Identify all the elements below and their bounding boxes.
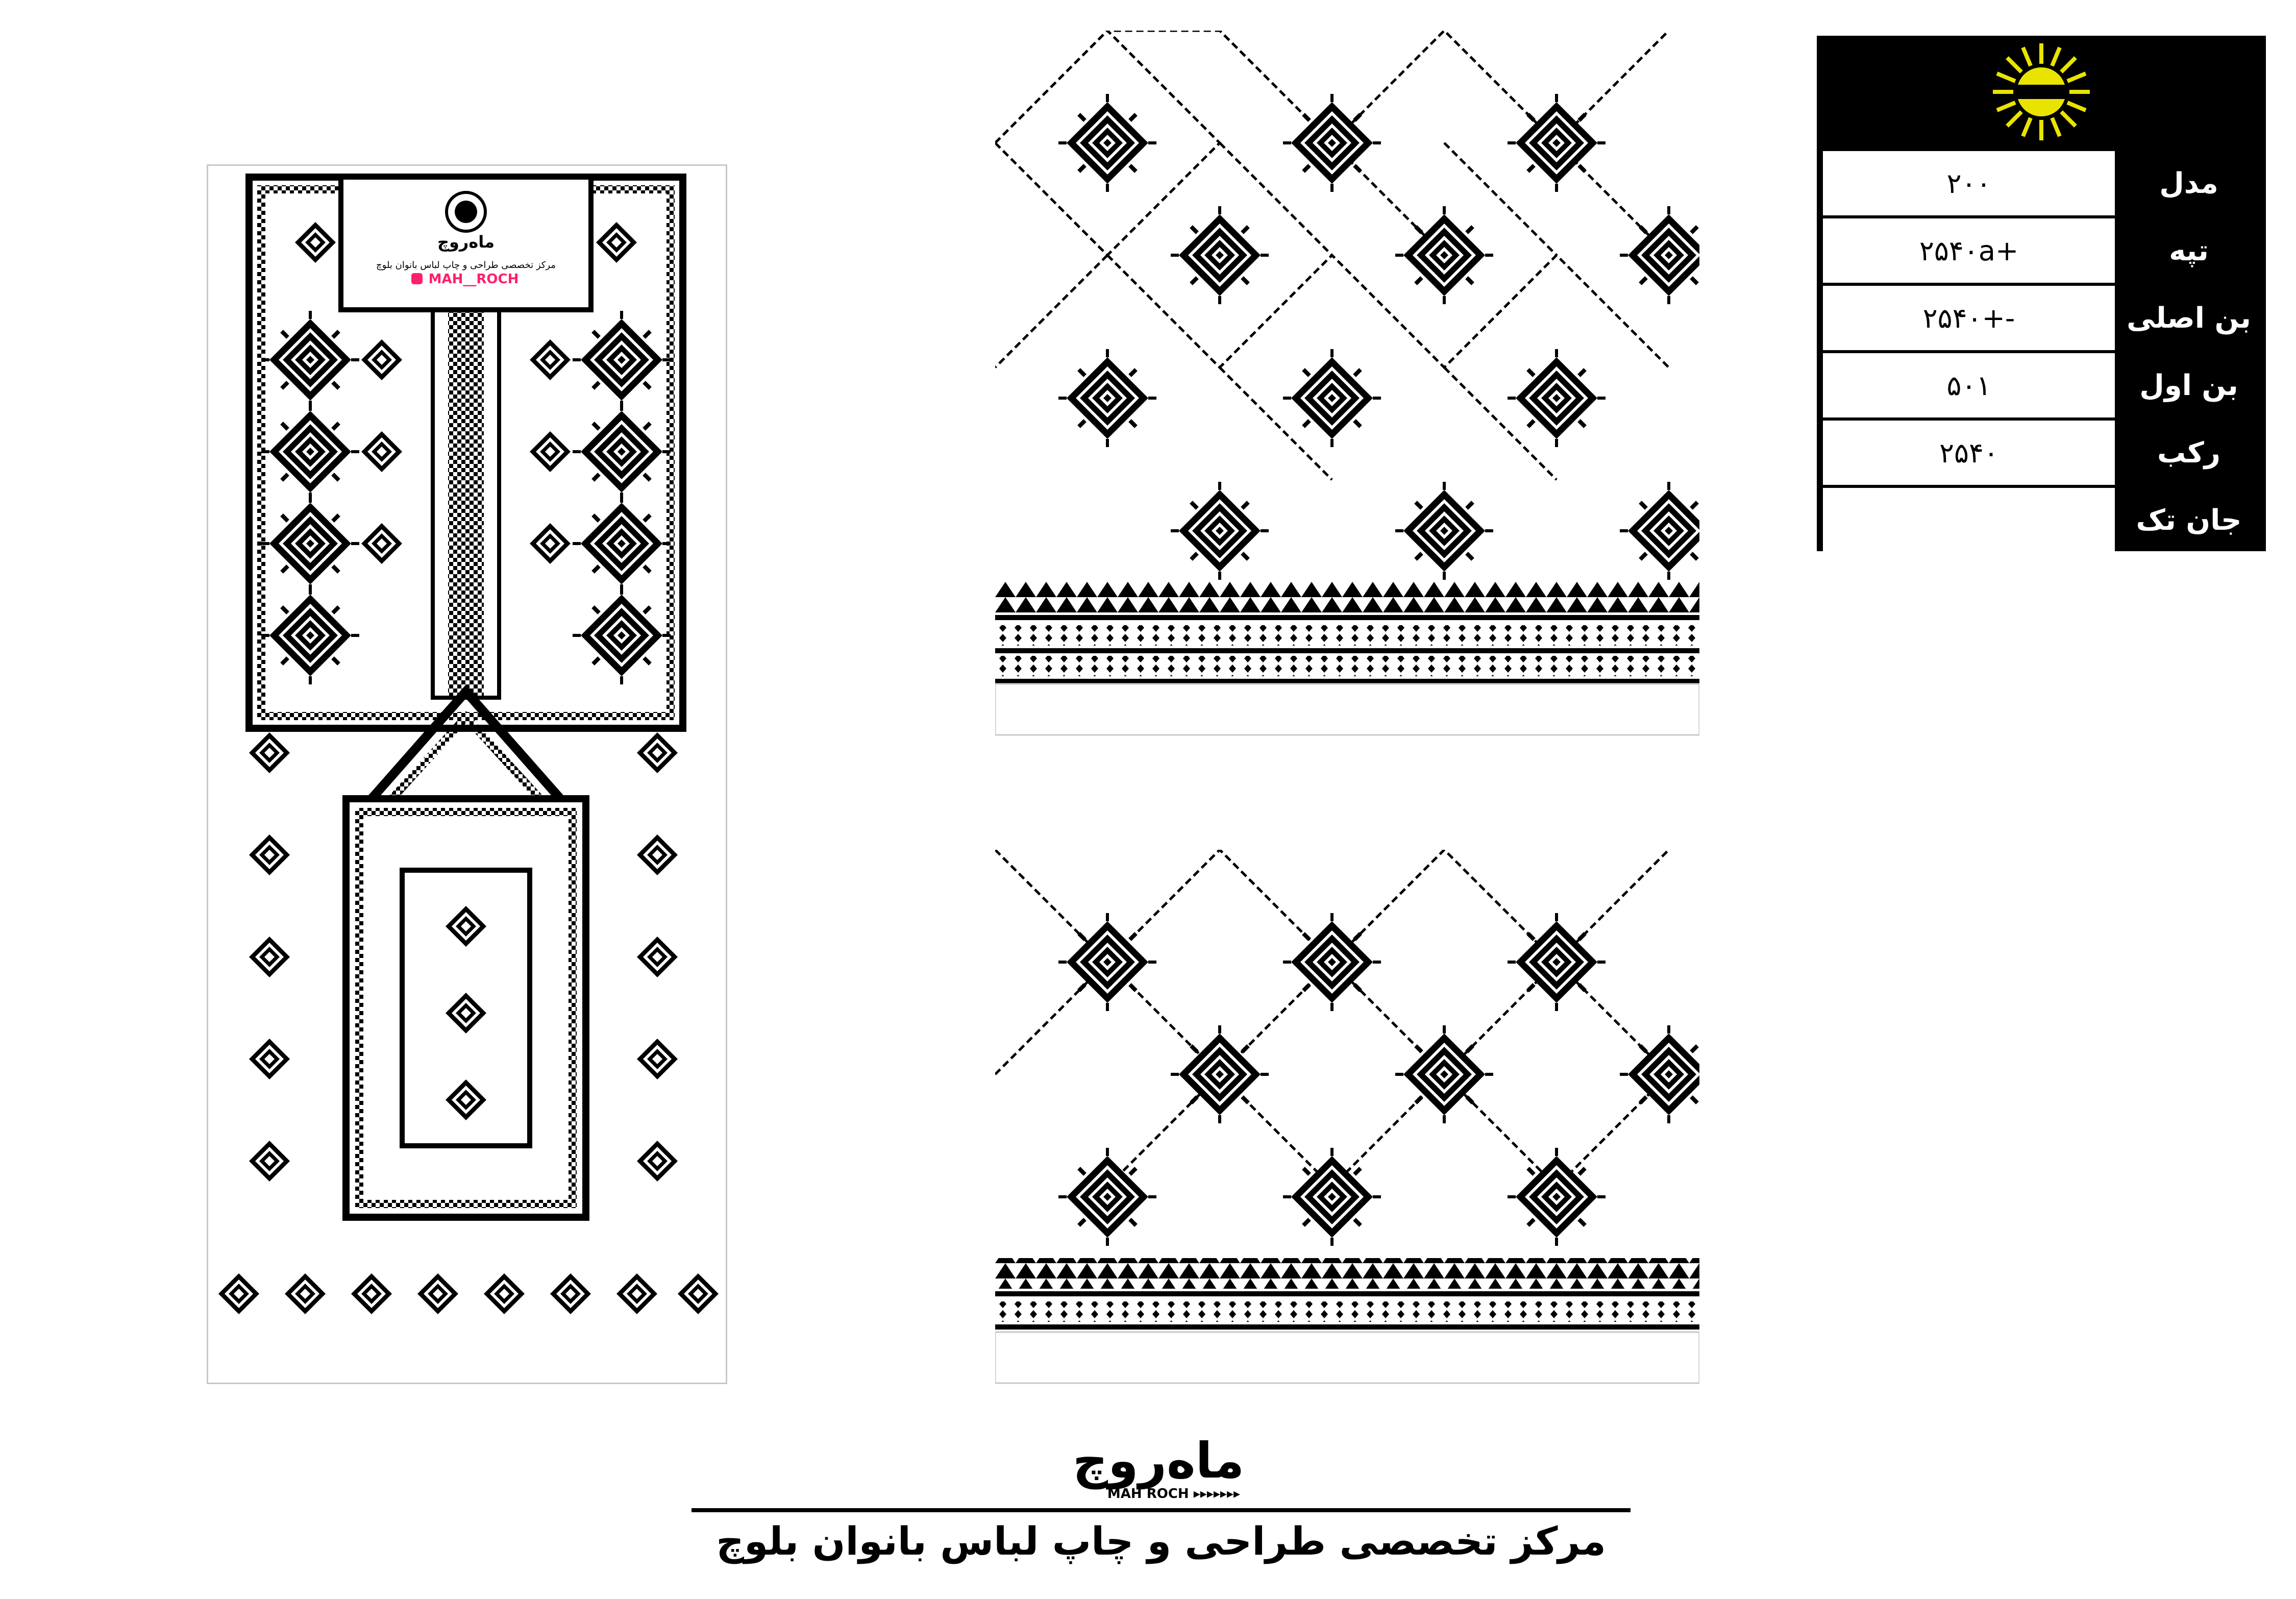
sleeve-panel-top — [995, 31, 1699, 737]
spec-label-tepe: تپه — [2169, 234, 2209, 267]
spec-label-rekab: رکب — [2157, 436, 2221, 470]
spec-value-first-base: ۵۰۱ — [1823, 353, 2115, 417]
footer-logo-text: ماه‌روچ — [1072, 1432, 1245, 1489]
footer-brand-logo — [1046, 1429, 1271, 1506]
footer-divider — [692, 1508, 1631, 1512]
front-handle: MAH__ROCH — [428, 272, 519, 287]
front-panel-design — [207, 164, 727, 1384]
sleeve-bottom-pattern — [995, 850, 1699, 1386]
spec-row-jantak — [1820, 488, 2263, 552]
instagram-icon — [411, 273, 423, 284]
front-tagline: مرکز تخصصی طراحی و چاپ لباس بانوان بلوچ — [376, 260, 556, 270]
spec-label-jantak: جان تک — [2136, 503, 2242, 537]
spec-logo — [1820, 36, 2263, 148]
spec-row-main-base — [1820, 286, 2263, 350]
footer-logo-subtext: MAH ROCH ▸▸▸▸▸▸▸ — [1107, 1486, 1241, 1502]
spec-value-tepe: +۲۵۴۰a — [1823, 218, 2115, 283]
sun-logo-icon — [1985, 41, 2097, 143]
spec-label-model: مدل — [2159, 166, 2218, 200]
spec-row-model — [1820, 151, 2263, 215]
front-embroidery-pattern — [208, 166, 726, 1383]
spec-row-rekab — [1820, 421, 2263, 485]
front-brand-mark: ماه‌روچ — [437, 232, 495, 252]
spec-value-rekab: ۲۵۴۰ — [1823, 421, 2115, 485]
spec-row-tepe — [1820, 218, 2263, 283]
spec-row-first-base — [1820, 353, 2263, 417]
spec-value-main-base: -+۲۵۴۰ — [1823, 286, 2115, 350]
spec-value-jantak — [1823, 488, 2115, 552]
spec-label-main-base: بن اصلی — [2127, 301, 2251, 335]
spec-label-first-base: بن اول — [2139, 368, 2238, 402]
sleeve-top-pattern — [995, 31, 1699, 737]
footer-tagline: مرکز تخصصی طراحی و چاپ لباس بانوان بلوچ — [716, 1518, 1606, 1564]
sleeve-panel-bottom — [995, 850, 1699, 1386]
spec-value-model: ۲۰۰ — [1823, 151, 2115, 215]
spec-table — [1817, 36, 2266, 551]
